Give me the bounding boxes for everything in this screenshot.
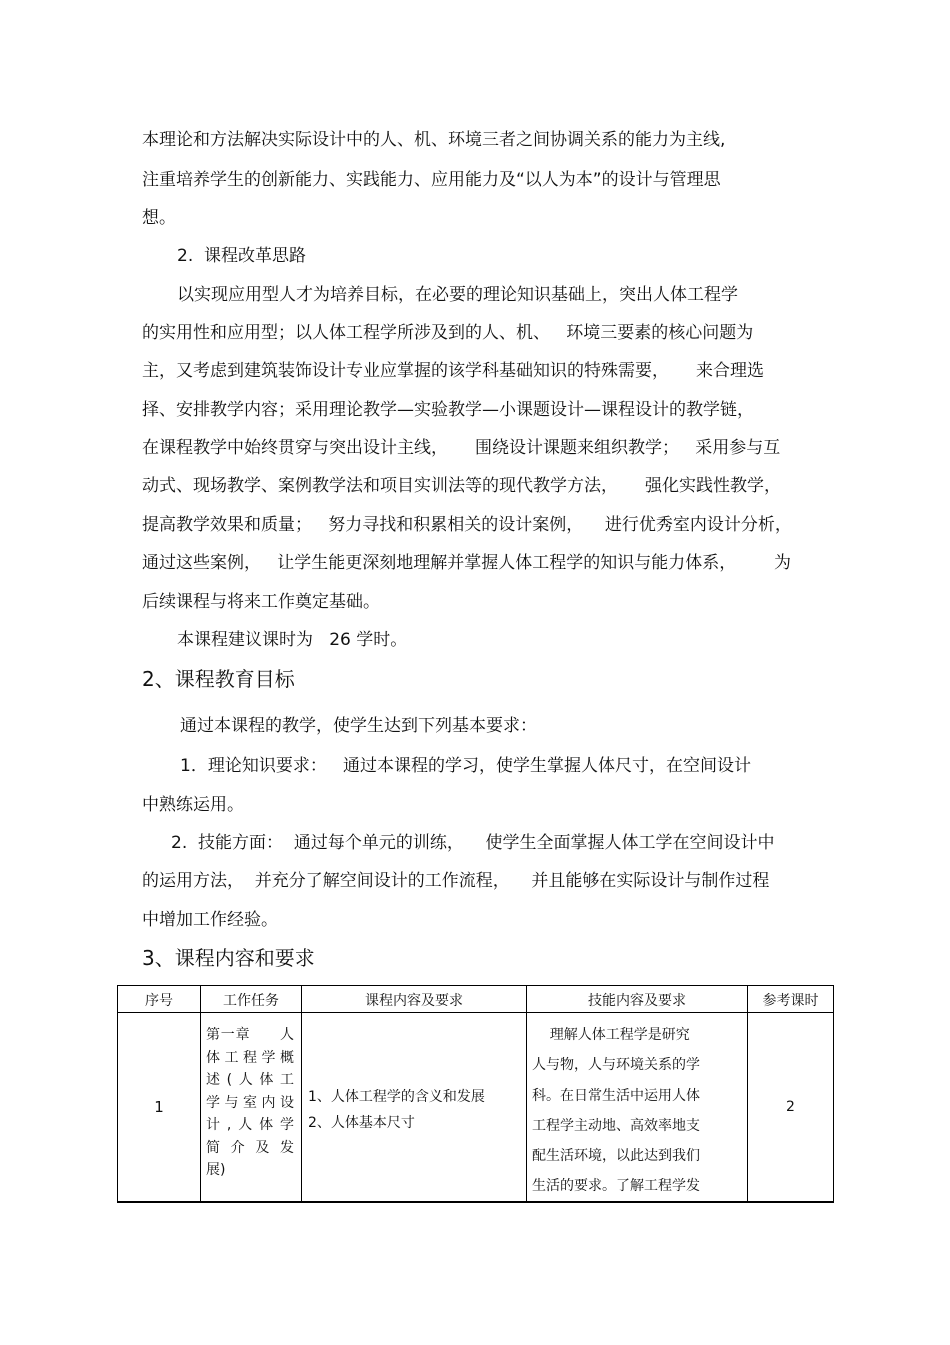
task-line: 学与室内设 — [206, 1094, 294, 1111]
goal2-line-1: 2. 技能方面： 通过每个单元的训练， 使学生全面掌握人体工学在空间设计中 — [171, 833, 775, 853]
content-line: 1、人体工程学的含义和发展 — [308, 1089, 485, 1105]
intro-line-3: 想。 — [142, 208, 176, 228]
row-skill — [532, 1020, 744, 1202]
skill-line: 科。在日常生活中运用人体 — [532, 1087, 700, 1104]
task-line: 述(人体工 — [206, 1072, 294, 1088]
skill-line: 工程学主动地、高效率地支 — [532, 1117, 700, 1134]
reform-line-2: 的实用性和应用型；以人体工程学所涉及到的人、机、 环境三要素的核心问题为 — [142, 323, 754, 343]
header-content: 课程内容及要求 — [365, 993, 463, 1009]
row-task — [206, 1024, 294, 1182]
course-table — [117, 985, 834, 1203]
table-col-divider — [301, 986, 302, 1201]
reform-line-8: 通过这些案例， 让学生能更深刻地理解并掌握人体工程学的知识与能力体系， 为 — [142, 553, 792, 573]
task-line: 简介及发 — [206, 1139, 294, 1156]
table-col-divider — [526, 986, 527, 1201]
content-line: 2、人体基本尺寸 — [308, 1115, 415, 1131]
reform-line-5: 在课程教学中始终贯穿与突出设计主线， 围绕设计课题来组织教学； 采用参与互 — [142, 438, 781, 458]
reform-line-6: 动式、现场教学、案例教学法和项目实训法等的现代教学方法， 强化实践性教学， — [142, 476, 782, 496]
intro-line-2: 注重培养学生的创新能力、实践能力、应用能力及“以人为本”的设计与管理思 — [142, 170, 721, 190]
goal1-line-2: 中熟练运用。 — [142, 795, 244, 815]
row-no: 1 — [154, 1098, 164, 1116]
goal1-line-1: 1．理论知识要求： 通过本课程的学习，使学生掌握人体尺寸，在空间设计 — [180, 756, 752, 776]
task-line: 展) — [206, 1162, 226, 1178]
skill-line: 理解人体工程学是研究 — [532, 1027, 690, 1043]
task-line: 第一章 人 — [206, 1027, 294, 1043]
table-col-divider — [200, 986, 201, 1201]
header-task: 工作任务 — [223, 993, 279, 1009]
reform-line-1: 以实现应用型人才为培养目标，在必要的理论知识基础上，突出人体工程学 — [177, 285, 738, 305]
hours-line: 本课程建议课时为 26 学时。 — [177, 630, 408, 650]
table-header-divider — [118, 1012, 833, 1013]
section3-title: 3、课程内容和要求 — [142, 946, 315, 970]
row-hours: 2 — [786, 1099, 795, 1115]
reform-heading: 2. 课程改革思路 — [177, 246, 307, 266]
skill-line: 人与物，人与环境关系的学 — [532, 1057, 700, 1074]
intro-line-1: 本理论和方法解决实际设计中的人、机、环境三者之间协调关系的能力为主线, — [142, 130, 726, 150]
task-line: 计,人体学 — [206, 1117, 294, 1133]
section2-intro: 通过本课程的教学，使学生达到下列基本要求： — [180, 716, 537, 736]
reform-line-4: 择、安排教学内容；采用理论教学—实验教学—小课题设计—课程设计的教学链， — [142, 400, 754, 420]
skill-line: 配生活环境，以此达到我们 — [532, 1148, 700, 1165]
header-skill: 技能内容及要求 — [588, 993, 686, 1009]
goal2-line-3: 中增加工作经验。 — [142, 910, 278, 930]
reform-line-3: 主，又考虑到建筑装饰设计专业应掌握的该学科基础知识的特殊需要， 来合理选 — [142, 361, 765, 381]
header-no: 序号 — [145, 993, 173, 1009]
skill-line: 生活的要求。了解工程学发 — [532, 1178, 700, 1195]
section2-title: 2、课程教育目标 — [142, 667, 295, 691]
header-hours: 参考课时 — [762, 993, 819, 1009]
goal2-line-2: 的运用方法， 并充分了解空间设计的工作流程， 并且能够在实际设计与制作过程 — [142, 871, 770, 891]
table-col-divider — [747, 986, 748, 1201]
reform-line-9: 后续课程与将来工作奠定基础。 — [142, 592, 380, 612]
task-line: 体工程学概 — [206, 1049, 294, 1066]
reform-line-7: 提高教学效果和质量； 努力寻找和积累相关的设计案例， 进行优秀室内设计分析， — [142, 515, 792, 535]
